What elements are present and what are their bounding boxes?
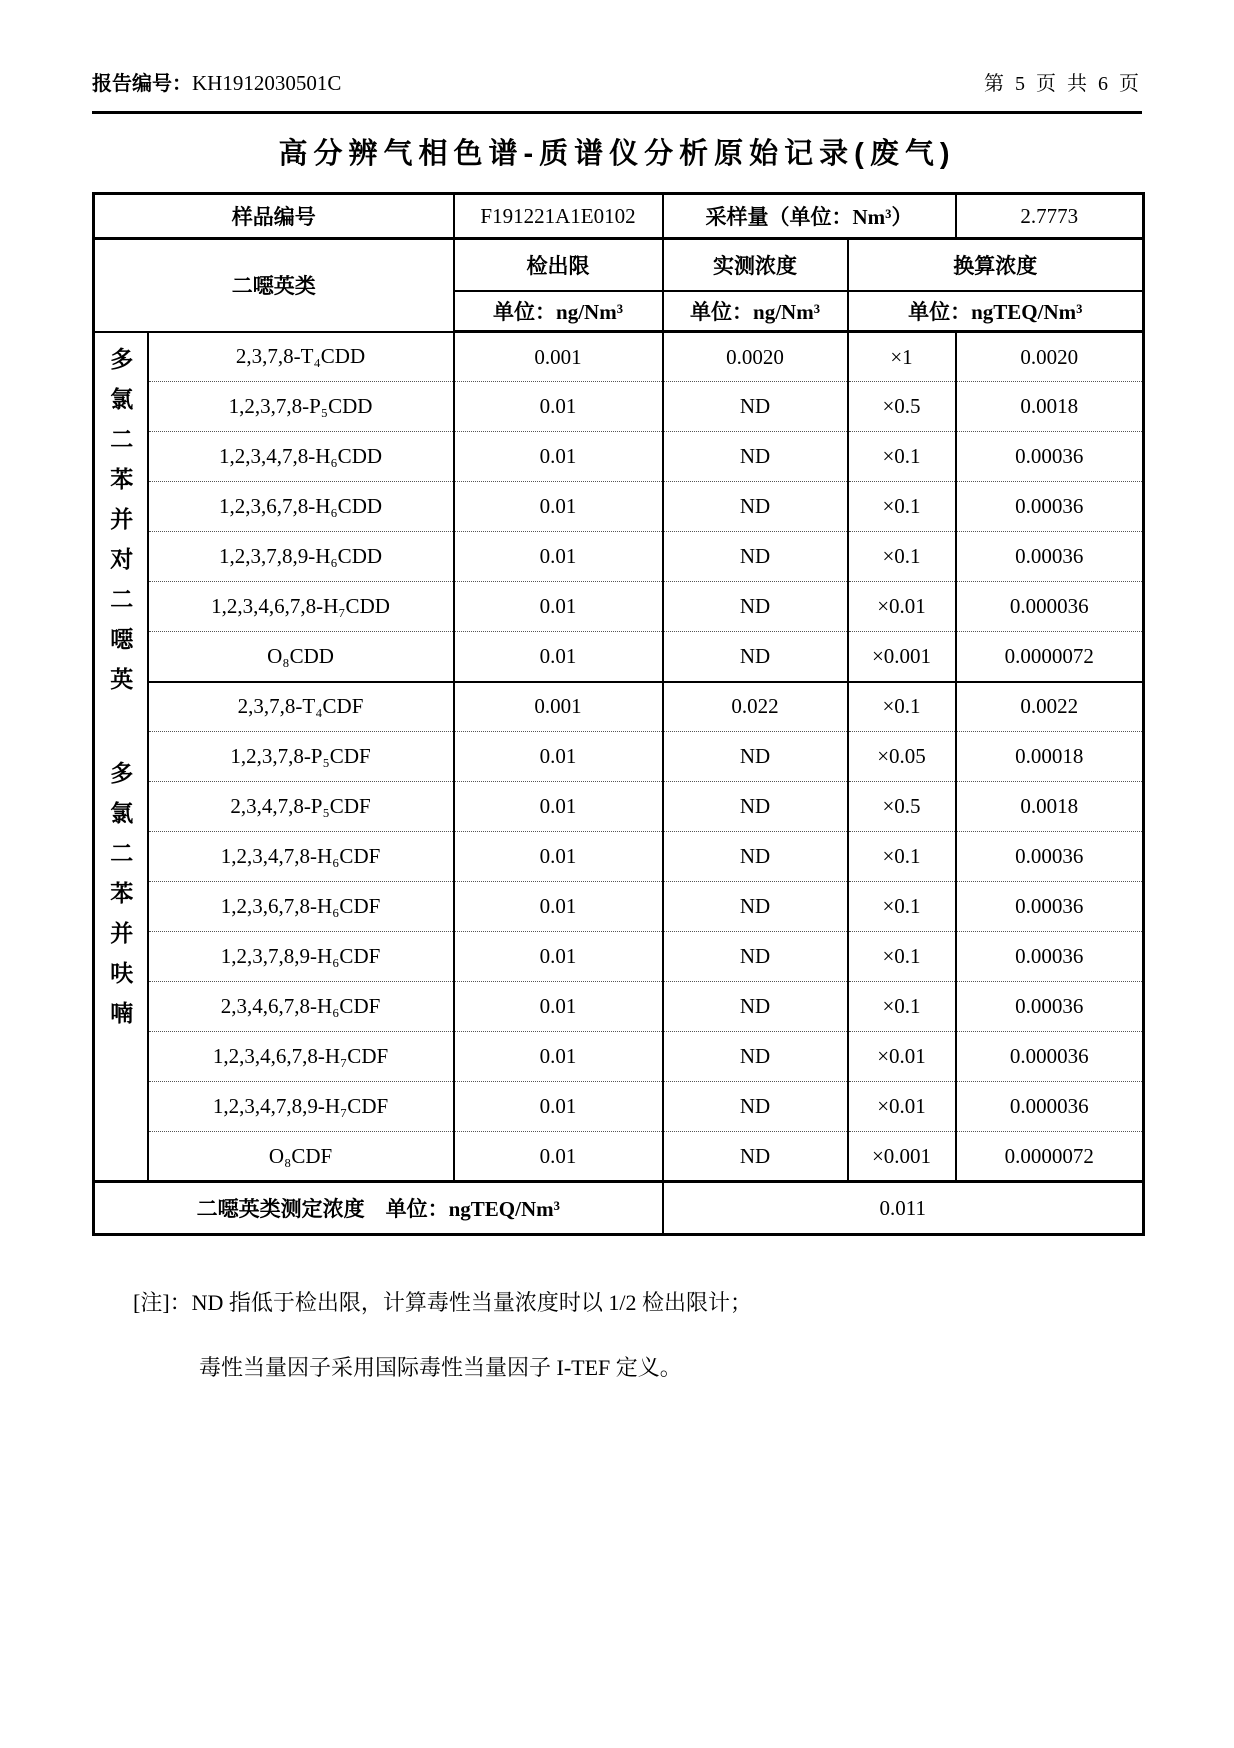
- table-row: [94, 882, 1144, 932]
- compound-name: 1,2,3,4,6,7,8-H₇CDD: [148, 582, 454, 632]
- compound-name: 1,2,3,7,8-P₅CDD: [148, 382, 454, 432]
- measured-value: ND: [663, 732, 848, 782]
- page-title: 高分辨气相色谱-质谱仪分析原始记录(废气): [278, 138, 956, 170]
- compound-name: 1,2,3,4,7,8-H₆CDF: [148, 832, 454, 882]
- measured-value: ND: [663, 1082, 848, 1132]
- compound-name: 1,2,3,4,7,8-H₆CDD: [148, 432, 454, 482]
- page-header: [92, 70, 1142, 114]
- table-row: [94, 1132, 1144, 1182]
- table-row: [94, 332, 1144, 382]
- detection-limit-value: 0.01: [454, 782, 663, 832]
- category-header: 二噁英类: [94, 239, 454, 332]
- compound-name: 1,2,3,7,8,9-H₆CDD: [148, 532, 454, 582]
- detection-limit-value: 0.01: [454, 482, 663, 532]
- converted-unit: 单位：ngTEQ/Nm³: [848, 291, 1144, 332]
- table-row: [94, 482, 1144, 532]
- compound-name: 2,3,7,8-T₄CDF: [148, 682, 454, 732]
- compound-name: 2,3,4,7,8-P₅CDF: [148, 782, 454, 832]
- tef-factor: ×0.5: [848, 382, 956, 432]
- converted-value: 0.00036: [956, 532, 1144, 582]
- compound-name: 1,2,3,7,8,9-H₆CDF: [148, 932, 454, 982]
- note-marker: [注]：: [133, 1290, 192, 1315]
- detection-limit-unit: 单位：ng/Nm³: [454, 291, 663, 332]
- measured-value: ND: [663, 582, 848, 632]
- compound-name: O₈CDD: [148, 632, 454, 682]
- tef-factor: ×0.1: [848, 932, 956, 982]
- converted-value: 0.00036: [956, 982, 1144, 1032]
- tef-factor: ×0.01: [848, 582, 956, 632]
- tef-factor: ×0.1: [848, 532, 956, 582]
- note-line-1: [注]：ND 指低于检出限，计算毒性当量浓度时以 1/2 检出限计；: [133, 1290, 753, 1315]
- measured-value: ND: [663, 982, 848, 1032]
- measured-header: 实测浓度: [663, 239, 848, 291]
- table-row: [94, 982, 1144, 1032]
- summary-label: 二噁英类测定浓度 单位：ngTEQ/Nm³: [94, 1182, 663, 1235]
- compound-name: 2,3,7,8-T₄CDD: [148, 332, 454, 382]
- tef-factor: ×0.01: [848, 1032, 956, 1082]
- measured-value: ND: [663, 382, 848, 432]
- footnotes: [133, 1286, 1142, 1385]
- compound-name: 1,2,3,4,6,7,8-H₇CDF: [148, 1032, 454, 1082]
- converted-value: 0.000036: [956, 582, 1144, 632]
- converted-value: 0.00036: [956, 482, 1144, 532]
- converted-value: 0.00036: [956, 932, 1144, 982]
- detection-limit-value: 0.01: [454, 432, 663, 482]
- table-row: [94, 1032, 1144, 1082]
- sample-volume-label: 采样量（单位：Nm³）: [663, 194, 956, 239]
- measured-value: ND: [663, 1032, 848, 1082]
- detection-limit-value: 0.01: [454, 1082, 663, 1132]
- detection-limit-value: 0.01: [454, 532, 663, 582]
- analysis-record-table: [92, 192, 1145, 1236]
- report-number-value: KH1912030501C: [192, 71, 342, 95]
- tef-factor: ×0.1: [848, 882, 956, 932]
- converted-value: 0.00018: [956, 732, 1144, 782]
- detection-limit-value: 0.01: [454, 382, 663, 432]
- compound-name: 1,2,3,7,8-P₅CDF: [148, 732, 454, 782]
- pcdf-group-label: 多氯二苯并呋喃: [107, 760, 134, 1041]
- column-header-row: [94, 239, 1144, 291]
- sample-volume-value: 2.7773: [956, 194, 1144, 239]
- tef-factor: ×0.1: [848, 682, 956, 732]
- table-row: [94, 432, 1144, 482]
- table-row: [94, 832, 1144, 882]
- converted-value: 0.0018: [956, 382, 1144, 432]
- detection-limit-value: 0.01: [454, 932, 663, 982]
- compound-name: 1,2,3,6,7,8-H₆CDF: [148, 882, 454, 932]
- table-row: [94, 782, 1144, 832]
- note-line-2: 毒性当量因子采用国际毒性当量因子 I-TEF 定义。: [199, 1355, 682, 1380]
- converted-value: 0.00036: [956, 882, 1144, 932]
- compound-name: O₈CDF: [148, 1132, 454, 1182]
- measured-value: ND: [663, 932, 848, 982]
- tef-factor: ×0.01: [848, 1082, 956, 1132]
- summary-row: [94, 1182, 1144, 1235]
- measured-value: ND: [663, 782, 848, 832]
- table-row: [94, 1082, 1144, 1132]
- summary-value: 0.011: [663, 1182, 1144, 1235]
- sample-no-label: 样品编号: [94, 194, 454, 239]
- sample-info-row: [94, 194, 1144, 239]
- detection-limit-value: 0.01: [454, 1132, 663, 1182]
- sample-no-value: F191221A1E0102: [454, 194, 663, 239]
- detection-limit-value: 0.001: [454, 332, 663, 382]
- compound-name: 1,2,3,6,7,8-H₆CDD: [148, 482, 454, 532]
- detection-limit-value: 0.01: [454, 1032, 663, 1082]
- converted-value: 0.0020: [956, 332, 1144, 382]
- measured-value: ND: [663, 532, 848, 582]
- tef-factor: ×0.1: [848, 832, 956, 882]
- detection-limit-value: 0.01: [454, 632, 663, 682]
- detection-limit-value: 0.01: [454, 882, 663, 932]
- detection-limit-value: 0.01: [454, 982, 663, 1032]
- page-indicator: 第 5 页 共 6 页: [984, 73, 1142, 95]
- measured-value: ND: [663, 1132, 848, 1182]
- converted-value: 0.0000072: [956, 632, 1144, 682]
- table-row: [94, 382, 1144, 432]
- tef-factor: ×0.001: [848, 632, 956, 682]
- converted-value: 0.00036: [956, 832, 1144, 882]
- report-number-label: 报告编号：: [92, 73, 192, 95]
- tef-factor: ×0.1: [848, 982, 956, 1032]
- converted-header: 换算浓度: [848, 239, 1144, 291]
- detection-limit-value: 0.01: [454, 732, 663, 782]
- detection-limit-value: 0.001: [454, 682, 663, 732]
- pcdd-group-label: 多氯二苯并对二噁英: [107, 346, 134, 707]
- table-row: [94, 582, 1144, 632]
- compound-name: 1,2,3,4,7,8,9-H₇CDF: [148, 1082, 454, 1132]
- measured-value: 0.0020: [663, 332, 848, 382]
- converted-value: 0.00036: [956, 432, 1144, 482]
- tef-factor: ×0.001: [848, 1132, 956, 1182]
- group-label-cell: [94, 332, 148, 1182]
- table-row: [94, 732, 1144, 782]
- tef-factor: ×0.5: [848, 782, 956, 832]
- table-row: [94, 932, 1144, 982]
- measured-value: ND: [663, 882, 848, 932]
- measured-value: 0.022: [663, 682, 848, 732]
- measured-value: ND: [663, 432, 848, 482]
- detection-limit-header: 检出限: [454, 239, 663, 291]
- table-row: [94, 532, 1144, 582]
- detection-limit-value: 0.01: [454, 832, 663, 882]
- table-row: [94, 682, 1144, 732]
- table-row: [94, 632, 1144, 682]
- tef-factor: ×0.1: [848, 432, 956, 482]
- tef-factor: ×0.05: [848, 732, 956, 782]
- measured-value: ND: [663, 832, 848, 882]
- compound-name: 2,3,4,6,7,8-H₆CDF: [148, 982, 454, 1032]
- converted-value: 0.0018: [956, 782, 1144, 832]
- measured-unit: 单位：ng/Nm³: [663, 291, 848, 332]
- report-number: [92, 70, 341, 99]
- measured-value: ND: [663, 632, 848, 682]
- converted-value: 0.0000072: [956, 1132, 1144, 1182]
- tef-factor: ×1: [848, 332, 956, 382]
- tef-factor: ×0.1: [848, 482, 956, 532]
- converted-value: 0.0022: [956, 682, 1144, 732]
- converted-value: 0.000036: [956, 1032, 1144, 1082]
- converted-value: 0.000036: [956, 1082, 1144, 1132]
- detection-limit-value: 0.01: [454, 582, 663, 632]
- measured-value: ND: [663, 482, 848, 532]
